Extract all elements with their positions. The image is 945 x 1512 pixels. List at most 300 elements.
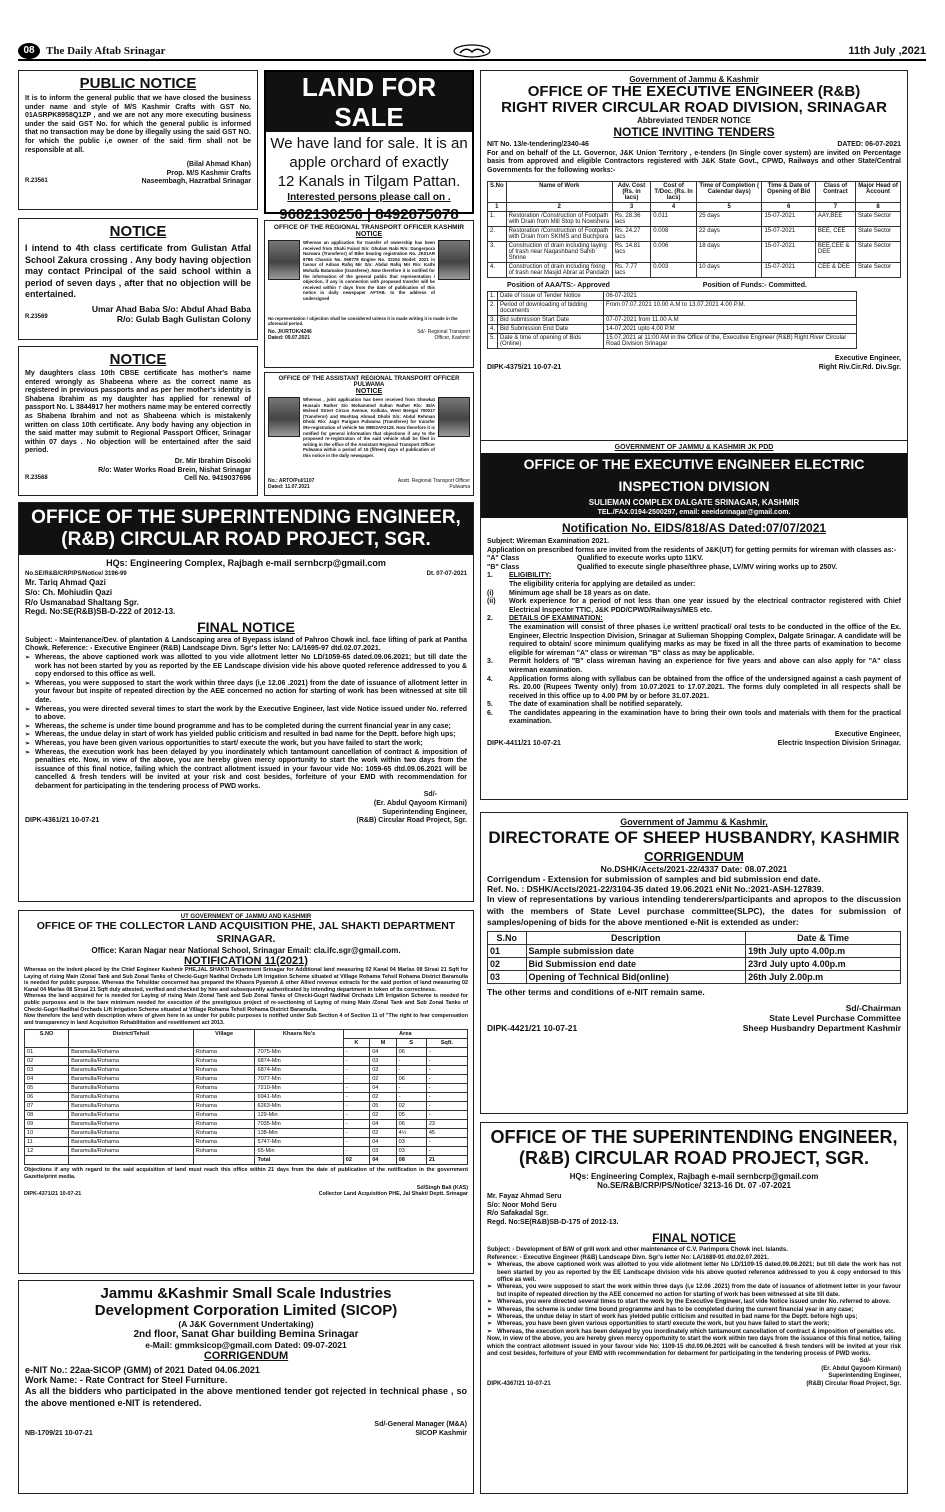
table-cell: 07 <box>25 1102 69 1111</box>
table-cell: 02 <box>370 1093 396 1102</box>
table-header-cell: 7 <box>815 203 855 212</box>
phe-objection: Objections if any with regard to the said acquisition of land must reach this office within 21 days from the date of publication of the notification in the government Gazette/print media. <box>24 1167 468 1180</box>
table-cell: 02 <box>396 1102 426 1111</box>
table-header-row <box>488 931 901 944</box>
table-cell: 4½ <box>396 1129 426 1138</box>
se-sd: Sd/- <box>423 791 437 799</box>
land-for-sale-ad <box>264 70 474 223</box>
masthead-logo-icon <box>452 44 492 58</box>
table-cell: Baramulla/Rohama <box>69 1075 194 1084</box>
se2-sign1: (Er. Abdul Qayoom Kirmani) <box>821 1365 901 1372</box>
se-title: FINAL NOTICE <box>197 618 295 635</box>
table-header-cell: S.No <box>488 182 507 203</box>
table-cell: - <box>396 1084 426 1093</box>
table-header-cell: Name of Work <box>506 182 612 203</box>
sheep-other: The other terms and conditions of e-NIT remain same. <box>487 986 705 997</box>
table-cell: 03 <box>396 1138 426 1147</box>
tender-title: NOTICE INVITING TENDERS <box>613 125 775 139</box>
pdd-sign1: Executive Engineer, <box>834 731 901 739</box>
table-cell: - <box>343 1129 369 1138</box>
table-cell: - <box>343 1138 369 1147</box>
table-cell: 03 <box>370 1147 396 1156</box>
table-cell: Rs. 28.36 lacs <box>612 212 651 227</box>
table-cell: BEE,CEE & DEE <box>815 242 855 263</box>
table-cell: 02 <box>343 1156 369 1165</box>
table-cell: 05 <box>25 1084 69 1093</box>
sicop-sub2: 2nd floor, Sanat Ghar building Bemina Srinagar <box>133 1329 359 1340</box>
sheep-dates-table <box>487 931 901 984</box>
phe-body3: Now therefore the land with description where of given here in as under for public purposes is notified under Sub Section 4 of Section 11 of "The right to fear compensation and transparency in land Acquisition Rehabilitation and resettlement act 2013. <box>24 1013 468 1026</box>
rto-sign1: Sd/- Regional Transport <box>417 328 470 335</box>
pdd-intro: Application on prescribed forms are invited from the residents of J&K(UT) for getting permits for wireman with classes as:- <box>487 546 897 554</box>
sicop-body: As all the bidders who participated in the above mentioned tender got rejected in technical phase , so the above mentioned e-NIT is retendered. <box>25 1386 467 1408</box>
table-cell: Total <box>255 1156 343 1165</box>
notice-sign2: R/o: Gulab Bagh Gulistan Colony <box>116 313 251 324</box>
table-cell: Rohama <box>193 1057 255 1066</box>
table-cell: Rohama <box>193 1048 255 1057</box>
table-row <box>25 1048 468 1057</box>
tender-pos-aaa: Position of AAA/TS:- Approved <box>507 282 610 290</box>
table-cell: Rohama <box>193 1066 255 1075</box>
table-header-cell: Village <box>193 1030 255 1048</box>
phe-land-table <box>24 1029 468 1165</box>
table-cell: Restoration /Construction of Footpath with Drain from Mill Stop to Nowshera <box>506 212 612 227</box>
table-cell: 03 <box>488 970 527 983</box>
notice-sign1: Dr. Mir Ibrahim Disooki <box>174 457 251 465</box>
table-cell: 22 days <box>696 227 762 242</box>
ref-number: No. JK/RTOK/4246 <box>268 328 312 335</box>
se-to4: Regd. No:SE(R&B)SB-D-222 of 2012-13. <box>25 607 176 617</box>
table-header-cell: Time & Date of Opening of Bid <box>762 182 815 203</box>
sicop-title2: Development Corporation Limited (SICOP) <box>94 1302 398 1319</box>
paper-name: The Daily Aftab Srinagar <box>46 45 166 57</box>
public-notice <box>18 70 258 210</box>
table-cell: 05 <box>396 1111 426 1120</box>
table-cell: - <box>343 1057 369 1066</box>
phe-office: OFFICE OF THE COLLECTOR LAND ACQUISITION PHE, JAL SHAKTI DEPARTMENT SRINAGAR. <box>36 920 456 945</box>
table-cell: State Sector <box>856 242 901 263</box>
table-cell: 6874-Min <box>255 1057 343 1066</box>
table-cell: 129-Min <box>255 1111 343 1120</box>
table-row <box>488 957 901 970</box>
table-cell: Sample submission date <box>526 944 746 957</box>
pdd-govt: GOVERNMENT OF JAMMU & KASHMIR JK PDD <box>614 444 774 451</box>
arto-title: NOTICE <box>355 388 383 395</box>
tender-office1: OFFICE OF THE EXECUTIVE ENGINEER (R&B) <box>527 83 861 100</box>
rto-body2: No representation / objection shall be considered unless it is made writing it is made in the aforesaid period. <box>268 316 458 327</box>
arto-sign1: Asstt. Regional Transport Officer <box>397 478 470 484</box>
table-cell: - <box>396 1066 426 1075</box>
table-cell: 25 days <box>696 212 762 227</box>
table-header-cell: Date & Time <box>746 931 901 944</box>
phe-govt: UT GOVERNMENT OF JAMMU AND KASHMIR <box>180 914 312 920</box>
sicop-sub1: (A J&K Government Undertaking) <box>178 1319 314 1329</box>
phe-sign2: Collector Land Acquisition PHE, Jal Shakti Deptt. Srinagar <box>318 1190 468 1197</box>
table-cell: 0.006 <box>651 242 697 263</box>
se2-sd: Sd/- <box>859 1358 871 1365</box>
table-cell: Rohama <box>193 1138 255 1147</box>
table-cell: 05 <box>370 1102 396 1111</box>
list-item: ➢ Whereas, the scheme is under time bound programme and has to be completed during the current financial year in any case; <box>487 1307 901 1314</box>
public-notice-title: PUBLIC NOTICE <box>79 75 197 92</box>
table-header-cell: 6 <box>762 203 815 212</box>
table-row <box>25 1138 468 1147</box>
table-cell: 23 <box>426 1120 467 1129</box>
table-header-cell: Class of Contract <box>815 182 855 203</box>
tender-nit-no: NIT No. 13/e-tendering/2340-46 <box>487 141 589 148</box>
table-cell: Baramulla/Rohama <box>69 1147 194 1156</box>
table-header-cell: Cost of T/Doc. (Rs. In lacs) <box>651 182 697 203</box>
tender-abbrev: Abbreviated TENDER NOTICE <box>637 116 751 125</box>
table-cell: Baramulla/Rohama <box>69 1120 194 1129</box>
table-row <box>25 1093 468 1102</box>
table-cell: Restoration /Construction of Footpath with Drain from SKIMS and Buchpora <box>506 227 612 242</box>
table-cell: 08 <box>25 1111 69 1120</box>
notice-school <box>18 218 258 340</box>
table-row <box>488 242 901 263</box>
sicop-corrigendum <box>18 1280 474 1494</box>
table-cell: - <box>343 1075 369 1084</box>
table-row <box>488 944 901 957</box>
se2-closing: Now, in view of the above, you are hereby given mercy opportunity to start the work within two days from the issuance of this final notice, failing which the contract allotment issued in your favour vide No: 1109-15 dtd.09.06.2021 will be cancelled & fresh tenders will be invited at your risk and cost besides, forfeiture of your EMD with recommendation for debarment for participating in the tendering process of PWD works. <box>487 1336 901 1358</box>
table-cell <box>69 1156 194 1165</box>
ref-number: DIPK-4375/21 10-07-21 <box>487 363 562 371</box>
table-cell: Rohama <box>193 1129 255 1138</box>
table-cell: Baramulla/Rohama <box>69 1102 194 1111</box>
table-cell: 5. <box>488 333 498 348</box>
table-cell: 09 <box>25 1120 69 1129</box>
table-header-cell: M <box>370 1039 396 1048</box>
table-header-cell: 2 <box>506 203 612 212</box>
list-item: ➢ Whereas, you were supposed to start the work within three days (i,e 12.06 .2021) from the date of issuance of allotment letter in your favour but inspite of repeated direction by the AEE concerned no action for starting of work has been witnessed at site till date. <box>25 680 467 706</box>
table-cell: 6941-Min <box>255 1093 343 1102</box>
table-header-cell: 5 <box>696 203 762 212</box>
table-cell: Date of Issue of Tender Notice <box>498 291 604 300</box>
table-cell: 04 <box>370 1120 396 1129</box>
se2-to2: S/o: Noor Mohd Seru <box>487 1201 557 1209</box>
table-cell: 03 <box>370 1057 396 1066</box>
se-final-notice-1 <box>18 502 474 902</box>
table-cell: 7210-Min <box>255 1084 343 1093</box>
table-header-cell: Major Head of Account <box>856 182 901 203</box>
table-cell: 06 <box>25 1093 69 1102</box>
table-header-cell: 8 <box>856 203 901 212</box>
table-cell: 10 days <box>696 263 762 278</box>
se-no: No.SE/R&B/CRP/PS/Notice/ 3196-99 <box>25 571 127 577</box>
phe-notification <box>18 910 474 1274</box>
table-cell: Baramulla/Rohama <box>69 1057 194 1066</box>
table-cell: 01 <box>488 944 527 957</box>
ref-number: DIPK-4367/21 10-07-21 <box>487 1380 551 1387</box>
table-cell: 06 <box>396 1048 426 1057</box>
table-row <box>488 291 857 300</box>
table-cell: 5747-Min <box>255 1138 343 1147</box>
page-header <box>18 43 926 61</box>
table-cell: Rohama <box>193 1075 255 1084</box>
se-sign3: (R&B) Circular Road Project, Sgr. <box>356 817 467 825</box>
public-notice-sign1: (Bilal Ahmad Khan) <box>186 161 251 169</box>
ref-number: R.23568 <box>25 475 48 482</box>
table-cell: 26th July 2.00p.m <box>746 970 901 983</box>
pdd-class-a-desc: Qualified to execute works upto 11KV. <box>577 555 704 563</box>
phe-title: NOTIFICATION 11(2021) <box>184 955 308 967</box>
table-cell: - <box>343 1093 369 1102</box>
notice-title: NOTICE <box>109 223 167 240</box>
table-header-row <box>488 203 901 212</box>
phe-body1: Whereas on the indent placed by the Chief Engineer Kashmir PHE,JAL SHAKTI Department Srinagar for Additional land measuring 02 Kanal 04 Marlas 08 Sirsai 21 Sqft for Laying of rising Main /Zonal Tank and Sub Zonal Tanks of Checki-Gugri Nadihal Orchads Lift Irrigation Scheme situated at Village Rohama Tehsil Rohama District Baramulla is needed for public purpose. Whereas the Tehsildar concerned has prepared the Khasra Pyamish & other Allied revenue extracts for the said portion of land measuring 02 Kanal 04 Marlas 08 Sirsai 21 Sqft duly attested, verified and checked by him and subsequently authenticated by intending department in token of its correctness. <box>24 967 468 993</box>
table-cell: 12 <box>25 1147 69 1156</box>
table-cell: State Sector <box>856 227 901 242</box>
table-cell: 6263-Min <box>255 1102 343 1111</box>
rto-body: Whereas an application for transfer of ownership has been received from Shahi Faisal S/o: Ghulam Nabi R/o: Dangerpora Narwara (Transferor) of Bike bearing registration No. JK01AR 8786 Chassis No. 066778 Engine No. 32204 Model: 2021 in favour of Adnan Rafiq Mir S/o: Abdul Rafiq Mir R/o: Kathi Mohalla Batamaloo (transferee) .Now therefore it is notified for the information of the general public that representation / objection, if any in connection with proposed transfer will be received within 7 days from the date of publication of this notice in daily newspaper AFTAB. to the address of undersigned <box>303 240 435 301</box>
table-header-cell: Sqft. <box>426 1039 467 1048</box>
table-cell: 4. <box>488 324 498 333</box>
table-cell: - <box>343 1102 369 1111</box>
phe-sign1: Sd/Singh Bali (KAS) <box>416 1184 468 1191</box>
table-cell: - <box>426 1102 467 1111</box>
table-total-row <box>25 1156 468 1165</box>
table-cell: 0.008 <box>651 227 697 242</box>
list-item: ➢ Whereas, you were directed several times to start the work by the Executive Engineer, last vide Notice issued under No. referred to above. <box>487 1299 901 1306</box>
table-cell: Bid submission Start Date <box>498 315 604 324</box>
se-office2: (R&B) CIRCULAR ROAD PROJECT, SGR. <box>61 529 431 550</box>
pdd-point5: The date of examination shall be notified separately. <box>509 701 683 709</box>
sheep-corrigendum <box>480 812 908 1114</box>
sicop-nit: e-NIT No.: 22aa-SICOP (GMM) of 2021 Dated 04.06.2021 <box>25 1365 260 1375</box>
tender-intro: For and on behalf of the Lt. Governor, J&K Union Territory , e-tenders (In Single cover system) are invited on Percentage basis from approved and eligible Contractors registered with J&K State Govt., CPWD, Railways and other State/Central Governments for the following works:- <box>487 149 901 174</box>
land-for-sale-title: LAND FOR SALE <box>266 72 472 132</box>
table-cell: 7035-Min <box>255 1120 343 1129</box>
land-line1: We have land for sale. It is an <box>270 135 468 152</box>
pdd-class-b-desc: Qualified to execute single phase/three phase, LV/MV wiring works up to 250V. <box>577 563 838 571</box>
table-cell: 02 <box>370 1129 396 1138</box>
table-row <box>25 1129 468 1138</box>
table-cell: - <box>396 1057 426 1066</box>
table-cell: 02 <box>488 957 527 970</box>
table-cell: 6874-Min <box>255 1066 343 1075</box>
pdd-elig-i: Minimum age shall be 18 years as on date. <box>509 589 651 597</box>
phe-area-label: Area <box>343 1030 467 1039</box>
table-row <box>25 1084 468 1093</box>
table-row <box>25 1111 468 1120</box>
applicant-photo <box>438 240 470 280</box>
table-cell: 15-07-2021 <box>762 242 815 263</box>
table-cell: Baramulla/Rohama <box>69 1084 194 1093</box>
ref-number: DIPK-4361/21 10-07-21 <box>25 817 100 825</box>
tender-sign1: Executive Engineer, <box>834 354 901 362</box>
tender-pos-funds: Position of Funds:- Committed. <box>702 282 807 290</box>
ref-number: DIPK-4411/21 10-07-21 <box>487 739 561 747</box>
table-cell: 2. <box>488 300 498 315</box>
table-cell: 11 <box>25 1138 69 1147</box>
table-cell: 06 <box>396 1120 426 1129</box>
pdd-office: OFFICE OF THE EXECUTIVE ENGINEER ELECTRIC INSPECTION DIVISION <box>481 453 907 497</box>
land-line3: 12 Kanals in Tilgam Pattan. <box>277 173 461 190</box>
table-cell: - <box>343 1048 369 1057</box>
table-cell: - <box>343 1147 369 1156</box>
se-hqs: HQs: Engineering Complex, Rajbagh e-mail sernbcrp@gmail.com <box>106 558 386 568</box>
table-header-cell: Khasra No's <box>255 1030 343 1048</box>
table-cell: 15-07-2021 <box>762 212 815 227</box>
table-header-cell: Time of Completion ( Calendar days) <box>696 182 762 203</box>
table-cell: 10 <box>25 1129 69 1138</box>
table-cell: Bid Submission end date <box>526 957 746 970</box>
table-header-cell: 4 <box>651 203 697 212</box>
table-header-cell: Adv. Cost (Rs. in lacs) <box>612 182 651 203</box>
list-item: ➢ Whereas, the execution work has been delayed by you inordinately which tantamount cancellation of contract & imposition of penalties etc. <box>487 1329 901 1336</box>
pdd-exam-title: DETAILS OF EXAMINATION: <box>509 615 603 623</box>
sicop-corr: CORRIGENDUM <box>203 1350 289 1362</box>
list-item: ➢ Whereas, you have been given various opportunities to start/ execute the work, but you have failed to start the work; <box>25 740 467 749</box>
list-item: ➢ Whereas, the execution work has been delayed by you inordinately which tantamount cancellation of contract & imposition of penalties etc. Now, in view of the above, you are hereby given mercy opportunity to start the work within two days from the issuance of this final notice, failing which the contract allotment issued in your favour vide No: 1059-65 dtd.09.06.2021 will be cancelled & fresh tenders will be invited at your risk and cost besides, forfeiture of your EMD with recommendation for debarment for participating in the tendering process of PWD works. <box>25 749 467 792</box>
table-cell: 08 <box>396 1156 426 1165</box>
pdd-class-b: "B" Class <box>487 563 520 571</box>
table-cell: 04 <box>370 1138 396 1147</box>
table-cell: - <box>426 1075 467 1084</box>
table-cell: Rohama <box>193 1084 255 1093</box>
table-cell: 04 <box>370 1048 396 1057</box>
table-cell: BEE, CEE <box>815 227 855 242</box>
rto-title: NOTICE <box>355 231 383 238</box>
se2-sign3: (R&B) Circular Road Project, Sgr. <box>806 1380 901 1387</box>
table-cell: Construction of drain including fixing of trash near Masjid Abrar at Pandach <box>506 263 612 278</box>
sicop-sign2: SICOP Kashmir <box>415 1429 467 1437</box>
ref-number: NB-1709/21 10-07-21 <box>25 1429 93 1437</box>
table-cell: 15-07-2021 <box>762 263 815 278</box>
se-dt: Dt. 07-07-2021 <box>426 571 467 577</box>
table-cell: 04 <box>370 1084 396 1093</box>
table-row <box>25 1075 468 1084</box>
table-row <box>488 263 901 278</box>
list-item: ➢ Whereas, the undue delay in start of work has yielded public criticism and resulted in bad name for the Deptt. before high ups; <box>25 731 467 740</box>
table-cell: Construction of drain including laying of trash near Naqashband Sahib Shrine <box>506 242 612 263</box>
table-row <box>488 212 901 227</box>
pdd-elig-title: ELIGIBILITY: <box>509 572 552 580</box>
sheep-sign1: Sd/-Chairman <box>845 1002 901 1013</box>
table-row <box>488 227 901 242</box>
table-row <box>488 300 857 315</box>
table-cell: - <box>343 1066 369 1075</box>
pdd-elig-ii: Work experience for a period of not less than one year issued by the electrical contractor registered with Chief Electrical Inspector TTIC, J&K PDD/CPWD/Railways/MES etc. <box>509 598 901 614</box>
table-cell: CEE & DEE <box>815 263 855 278</box>
table-cell: 23rd July upto 4.00p.m <box>746 957 901 970</box>
sheep-title: DIRECTORATE OF SHEEP HUSBANDRY, KASHMIR <box>488 828 900 847</box>
table-cell: AAY,BEE <box>815 212 855 227</box>
table-cell: 01 <box>25 1048 69 1057</box>
table-cell: - <box>426 1147 467 1156</box>
table-cell: 14-07.2021 upto 4.00 P.M <box>604 324 857 333</box>
ref-number: DIPK-4371/21 10-07-21 <box>24 1190 82 1197</box>
pdd-class-a: "A" Class <box>487 555 520 563</box>
table-cell: 06-07-2021 <box>604 291 857 300</box>
table-cell: Baramulla/Rohama <box>69 1138 194 1147</box>
table-cell <box>25 1156 69 1165</box>
table-cell: Rohama <box>193 1111 255 1120</box>
ref-number: DIPK-4421/21 10-07-21 <box>487 1022 578 1033</box>
se2-subject: Subject: - Development of B/W of grill work and other maintenance of C.V. Parimpora Chowk incl. Islands. <box>487 1247 788 1254</box>
table-cell: Rs. 24.27 lacs <box>612 227 651 242</box>
land-line2: apple orchard of exactly <box>289 154 449 171</box>
table-cell: - <box>426 1093 467 1102</box>
table-cell: - <box>343 1120 369 1129</box>
applicant-photo <box>268 397 300 437</box>
table-cell: 3. <box>488 315 498 324</box>
arto-body: Whereas , joint application has been received from Showkat Hussain Rather S/o Mohammed Sultan Rather R/o: 36/A Mcleod Street Circus Avenue, Kolkata, West Bengal 700017 (Transferor) and Mushtaq Ahmad Dhobi S/o: Abdul Rehman Dhobi R/o: Jagir Parigam Pulwama (Transferee) for transfer /Re-registration of vehicle No WB02AF2128. Now therefore it is notified for general information that objections if any to the proposed re-registration of the said vehicle shall be filed in writing in the office of the Assistant Regional Transport Officer Pulwama within a period of 15 (fifteen) days of publication of this notice in the daily newspaper. <box>303 397 435 458</box>
se2-office2: (R&B) CIRCULAR ROAD PROJECT, SGR. <box>518 1148 869 1168</box>
se2-reference: Reference: - Executive Engineer (R&B) Landscape Divn. Sgr's letter No: LA/1689-91 dtd.02.07.2021. <box>487 1254 769 1261</box>
table-cell: 04 <box>370 1156 396 1165</box>
table-header-cell: 1 <box>488 203 507 212</box>
table-header-row <box>25 1030 468 1039</box>
table-cell: Baramulla/Rohama <box>69 1129 194 1138</box>
table-cell: 07-07-2021 from 11.00 A.M <box>604 315 857 324</box>
se-to3: R/o Usmanabad Shaltang Sgr. <box>25 597 139 607</box>
table-cell: Rohama <box>193 1120 255 1129</box>
table-cell: 02 <box>370 1111 396 1120</box>
table-cell: - <box>426 1138 467 1147</box>
table-cell: Rohama <box>193 1102 255 1111</box>
table-cell: 1. <box>488 291 498 300</box>
table-cell: 7077-Min <box>255 1075 343 1084</box>
table-row <box>488 315 857 324</box>
table-header-cell: S.NO <box>25 1030 69 1048</box>
se2-to4: Regd. No:SE(R&B)SB-D-175 of 2012-13. <box>487 1218 619 1226</box>
se2-office1: OFFICE OF THE SUPERINTENDING ENGINEER, <box>490 1127 898 1147</box>
notice-sign3: Cell No. 9419037696 <box>184 475 251 483</box>
table-cell: 65-Min <box>255 1147 343 1156</box>
pdd-exam-body: The examination will consist of three phases i.e written/ practical/ oral tests to be conducted in the office of the Ex. Engineer, Electric Inspection Division, Srinagar at Sulieman Shopping Complex, Dalgate Srinagar. A candidate will be required to obtain/ score minimum qualifying marks as may be fixed in all the three parts of examination to become eligible for wireman "A" class or wireman "B" class as may be applicable. <box>509 623 901 657</box>
rto-kashmir-notice <box>264 220 474 368</box>
se-final-notice-2 <box>480 1122 908 1494</box>
pdd-sign2: Electric Inspection Division Srinagar. <box>777 739 901 747</box>
list-item: ➢ Whereas, you were supposed to start the work within three days (i,e 12.06 .2021) from the date of issuance of allotment letter in your favour but inspite of repeated direction by the AEE concerned no action for starting of work has been witnessed at site till date. <box>487 1284 901 1299</box>
table-cell: State Sector <box>856 212 901 227</box>
list-item: ➢ Whereas, you have been given various opportunities to start/ execute the work, but you have failed to start the work; <box>487 1321 901 1328</box>
list-item: ➢ Whereas, the undue delay in start of work has yielded public criticism and resulted in bad name for the Deptt. before high ups; <box>487 1314 901 1321</box>
sicop-sign: Sd/-General Manager (M&A) <box>374 1421 467 1428</box>
issue-date: 11th July ,2021 <box>848 45 926 57</box>
sheep-sign3: Sheep Husbandry Department Kashmir <box>742 1022 901 1033</box>
table-cell: 02 <box>25 1057 69 1066</box>
tender-govt: Government of Jammu & Kashmir <box>629 75 759 84</box>
table-header-cell: 3 <box>612 203 651 212</box>
ref-number: R.23561 <box>25 178 48 185</box>
sicop-sub3: e-Mail: gmmksicop@gmail.com Dated: 09-07-2021 <box>145 1340 347 1350</box>
se-sign1: (Er. Abdul Qayoom Kirmani) <box>373 800 467 808</box>
sheep-subject: Corrigendum - Extension for submission of samples and bid submission end date. <box>487 874 821 884</box>
table-cell: Baramulla/Rohama <box>69 1111 194 1120</box>
se2-no: No.SE/R&B/CRP/PS/Notice/ 3213-16 Dt. 07 -07-2021 <box>597 1181 791 1190</box>
pdd-notice: GOVERNMENT OF JAMMU & KASHMIR JK PDD OFFICE OF THE EXECUTIVE ENGINEER ELECTRIC INSPECTION DIVISION SULIEMAN COMPLEX DALGATE SRINAGAR, KASHMIR TEL./FAX.0194-2500297, email: eeeidsrinagar@gmail.com. Notification No. EIDS/818/AS Dated:07/07/2021 Subject: Wireman Examination 2021. Application on prescribed forms are invited from the residents of J&K(UT) for getting permits for wireman with classes as:- "A" Class Qualified to execute works upto 11KV. "B" Class Qualified to execute single phase/three phase, LV/MV wiring works up to 250V. 1. ELIGIBILITY: The eligibility criteria for applying are detailed as under: (i) Minimum age shall be 18 years as on date. (ii) Work experience for a period of not less than one year issued by the electrical contractor registered with Chief Electrical Inspector TTIC, J&K PDD/CPWD/Railways/MES etc. 2. DETAILS OF EXAMINATION: The examination will consist of three phases i.e written/ practical/ oral tests to be conducted in the office of the Ex. Engineer, Electric Inspection Division, Srinagar at Sulieman Shopping Complex, Dalgate Srinagar. A candidate will be required to obtain/ score minimum qualifying marks as may be fixed in all the three parts of examination to become eligible for wireman "A" class or wireman "B" class as may be applicable. 3. Permit holders of "B" class wireman having an experience for five years and above can also apply for "A" class wireman examination. 4. Application forms along with syllabus can be obtained from the office of the undersigned against a cash payment of Rs. 20.00 (Rupees Twenty only) from 10.07.2021 to 17.07.2021. The forms duly completed in all respects shall be received in this office up to 4.00 PM by or before 31.07.2021. 5. The date of examination shall be notified separately. 6. The candidates appearing in the examination have to bring their own tools and materials with them for the practical examination. Executive Engineer, DIPK-4411/21 10-07-21 Electric Inspection Division Srinagar. <box>480 440 908 800</box>
table-cell <box>193 1156 255 1165</box>
table-cell: 04 <box>25 1075 69 1084</box>
table-cell: 21 <box>426 1156 467 1165</box>
pdd-notification: Notification No. EIDS/818/AS Dated:07/07/2021 <box>561 521 827 535</box>
table-cell: Bid Submission End Date <box>498 324 604 333</box>
list-item: ➢ Whereas, the scheme is under time bound programme and has to be completed during the current financial year in any case; <box>25 723 467 732</box>
se2-to3: R/o Safakadal Sgr. <box>487 1210 549 1218</box>
se-subject: Subject: - Maintenance/Dev. of plantation & Landscaping area of Byepass island of Pahroo Chowk incl. face lifting of park at Pantha Chowk. Reference: - Executive Engineer (R&B) Landscape Divn. Sgr's letter No: LA/1695-97 dtd.02.07.2021. <box>25 636 467 653</box>
tender-table <box>487 181 901 278</box>
se-to2: S/o: Ch. Mohiudin Qazi <box>25 588 113 597</box>
table-cell: - <box>426 1084 467 1093</box>
table-cell: Baramulla/Rohama <box>69 1066 194 1075</box>
table-cell: Baramulla/Rohama <box>69 1048 194 1057</box>
table-cell: 03 <box>396 1147 426 1156</box>
notice-sign2: R/o: Water Works Road Brein, Nishat Srinagar <box>98 466 251 474</box>
table-cell: 45 <box>426 1129 467 1138</box>
sheep-body: In view of representations by various intending tenderers/participants and apropos to the discussion with the members of State Level purchase committee(SLPC), the dates for submission of samples/opening of bids for the above mentioned e-Nit is extended as under: <box>487 894 901 927</box>
